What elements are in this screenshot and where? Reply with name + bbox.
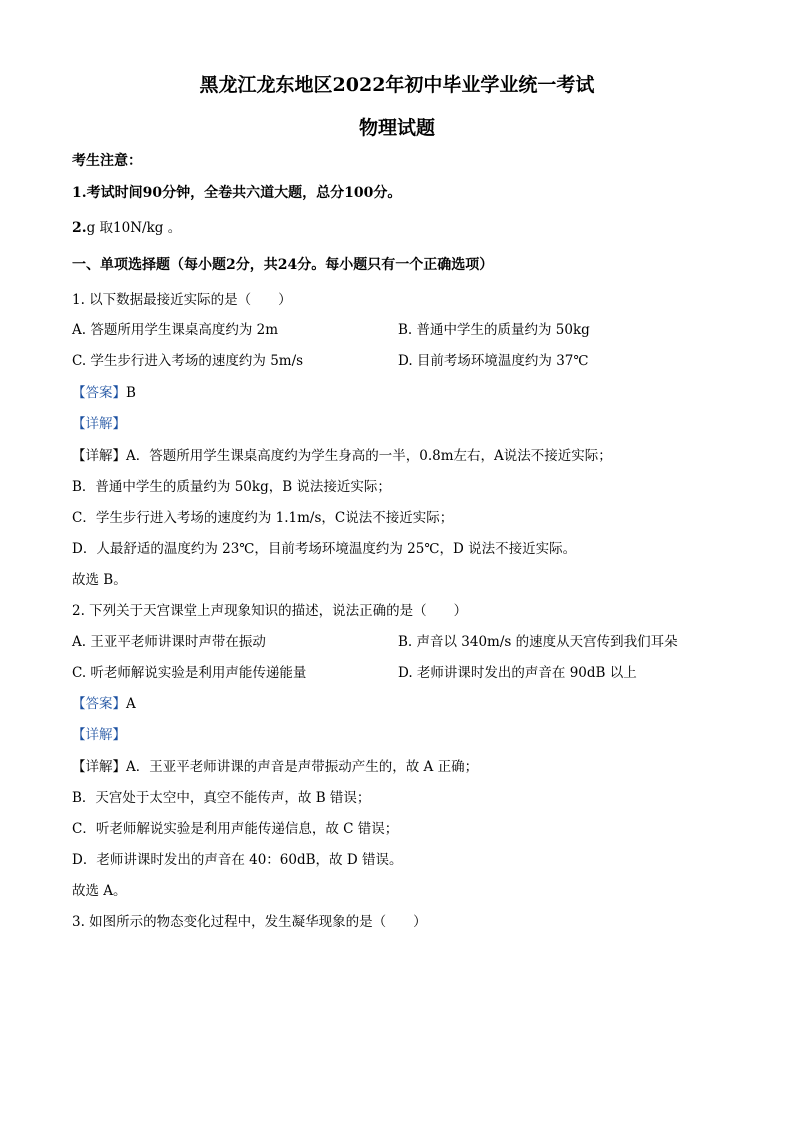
detail-text: A．王亚平老师讲课的声音是声带振动产生的，故 A 正确；	[126, 759, 479, 775]
question-2-option-b: B. 声音以 340m/s 的速度从天宫传到我们耳朵	[398, 634, 678, 650]
page-title: 黑龙江龙东地区2022年初中毕业学业统一考试	[199, 74, 595, 96]
question-2-option-a: A. 王亚平老师讲课时声带在振动	[72, 634, 266, 650]
notice-item-2	[72, 216, 181, 236]
detail-head-tag: 【详解】	[72, 759, 126, 775]
answer-value: A	[126, 696, 136, 712]
question-2-detail-tag: 【详解】	[72, 727, 126, 743]
question-1-detail-3: C．学生步行进入考场的速度约为 1.1m/s，C说法不接近实际；	[72, 510, 454, 526]
question-2-detail-1	[72, 755, 478, 775]
question-1-option-b: B. 普通中学生的质量约为 50kg	[398, 322, 590, 338]
question-1-detail-1	[72, 444, 612, 464]
question-1-detail-2: B．普通中学生的质量约为 50kg，B 说法接近实际；	[72, 479, 391, 495]
question-2-answer	[72, 692, 136, 712]
question-2-option-d: D. 老师讲课时发出的声音在 90dB 以上	[398, 665, 637, 681]
answer-tag: 【答案】	[72, 385, 126, 401]
question-1-option-c: C. 学生步行进入考场的速度约为 5m/s	[72, 353, 304, 369]
question-2-stem: 2. 下列关于天宫课堂上声现象知识的描述，说法正确的是（ ）	[72, 603, 468, 619]
question-1-option-a: A. 答题所用学生课桌高度约为 2m	[72, 322, 279, 338]
notice-heading: 考生注意：	[72, 153, 142, 169]
question-3-stem: 3. 如图所示的物态变化过程中，发生凝华现象的是（ ）	[72, 914, 427, 930]
question-1-answer	[72, 381, 136, 401]
answer-tag: 【答案】	[72, 696, 126, 712]
answer-value: B	[126, 385, 136, 401]
question-1-option-d: D. 目前考场环境温度约为 37℃	[398, 353, 589, 369]
page-subtitle: 物理试题	[358, 117, 435, 139]
question-1-detail-4: D．人最舒适的温度约为 23℃，目前考场环境温度约为 25℃，D 说法不接近实际。	[72, 541, 577, 557]
question-1-detail-tag: 【详解】	[72, 416, 126, 432]
notice-item-2-text: g 取10N/kg 。	[86, 220, 182, 236]
question-2-detail-4: D．老师讲课时发出的声音在 40：60dB，故 D 错误。	[72, 852, 403, 868]
detail-text: A．答题所用学生课桌高度约为学生身高的一半，0.8m左右，A说法不接近实际；	[126, 448, 612, 464]
section-heading: 一、单项选择题（每小题2分，共24分。每小题只有一个正确选项）	[72, 257, 494, 273]
question-1-stem: 1. 以下数据最接近实际的是（ ）	[72, 292, 292, 308]
notice-item-2-number: 2.	[72, 220, 87, 236]
notice-item-1: 1.考试时间90分钟，全卷共六道大题，总分100分。	[72, 185, 402, 201]
detail-head-tag: 【详解】	[72, 448, 126, 464]
question-2-detail-2: B．天宫处于太空中，真空不能传声，故 B 错误；	[72, 790, 371, 806]
question-2-conclusion: 故选 A。	[72, 883, 127, 899]
question-1-conclusion: 故选 B。	[72, 572, 127, 588]
question-2-detail-3: C．听老师解说实验是利用声能传递信息，故 C 错误；	[72, 821, 399, 837]
question-2-option-c: C. 听老师解说实验是利用声能传递能量	[72, 665, 307, 681]
